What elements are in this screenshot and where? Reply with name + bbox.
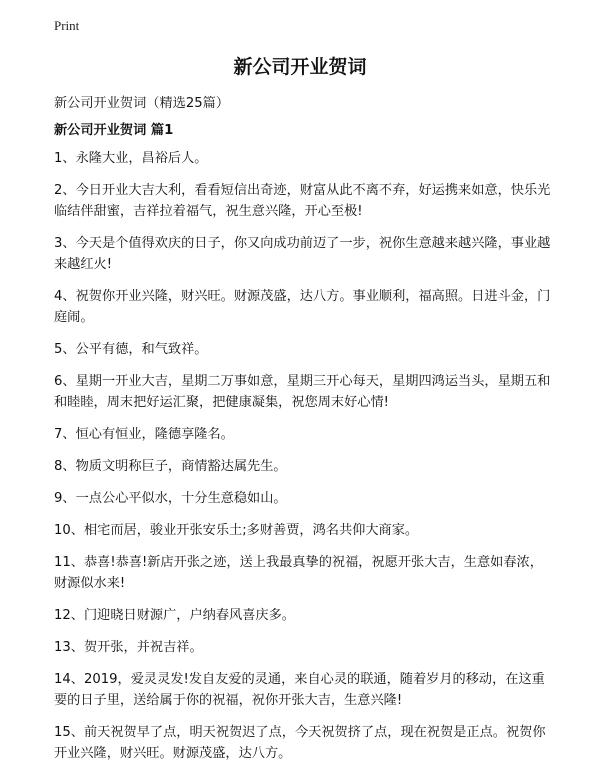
list-item: 11、恭喜!恭喜!新店开张之迹，送上我最真挚的祝福，祝愿开张大吉，生意如春浓，财源似水来! <box>54 555 543 591</box>
list-item: 14、2019，爱灵灵发!发自友爱的灵通，来自心灵的联通，随着岁月的移动，在这重要的日子里，送给属于你的祝福，祝你开张大吉，生意兴隆! <box>54 672 545 708</box>
page-title: 新公司开业贺词 <box>233 56 367 78</box>
list-item: 6、星期一开业大吉，星期二万事如意，星期三开心每天，星期四鸿运当头，星期五和和睦睦，周末把好运汇聚，把健康凝集，祝您周末好心情! <box>54 374 551 410</box>
list-item: 1、永隆大业，昌裕后人。 <box>54 151 208 166</box>
list-item: 13、贺开张，并祝吉祥。 <box>54 640 203 655</box>
document-subtitle: 新公司开业贺词（精选25篇） <box>54 96 230 111</box>
list-item: 4、祝贺你开业兴隆，财兴旺。财源茂盛，达八方。事业顺利，福高照。日进斗金，门庭闹。 <box>54 289 551 325</box>
list-item: 15、前天祝贺早了点，明天祝贺迟了点，今天祝贺挤了点，现在祝贺是正点。祝贺你开业兴隆，财兴旺。财源茂盛，达八方。 <box>54 725 546 761</box>
print-link[interactable]: Print <box>54 18 80 33</box>
list-item: 8、物质文明称巨子，商情豁达属先生。 <box>54 459 287 474</box>
list-item: 12、门迎晓日财源广，户纳春风喜庆多。 <box>54 608 295 623</box>
list-item: 5、公平有德，和气致祥。 <box>54 342 208 357</box>
greeting-list <box>54 148 554 764</box>
list-item: 9、一点公心平似水，十分生意稳如山。 <box>54 491 287 506</box>
document-body <box>54 93 554 775</box>
list-item: 7、恒心有恒业，隆德享隆名。 <box>54 427 234 442</box>
list-item: 10、相宅而居，骏业开张安乐土;多财善贾，鸿名共仰大商家。 <box>54 523 419 538</box>
list-item: 3、今天是个值得欢庆的日子，你又向成功前迈了一步，祝你生意越来越兴隆，事业越来越红火! <box>54 236 551 272</box>
section-heading: 新公司开业贺词 篇1 <box>54 123 174 138</box>
list-item: 2、今日开业大吉大利，看看短信出奇迹，财富从此不离不弃，好运携来如意，快乐光临结伴甜蜜，吉祥拉着福气，祝生意兴隆，开心至极! <box>54 183 551 219</box>
